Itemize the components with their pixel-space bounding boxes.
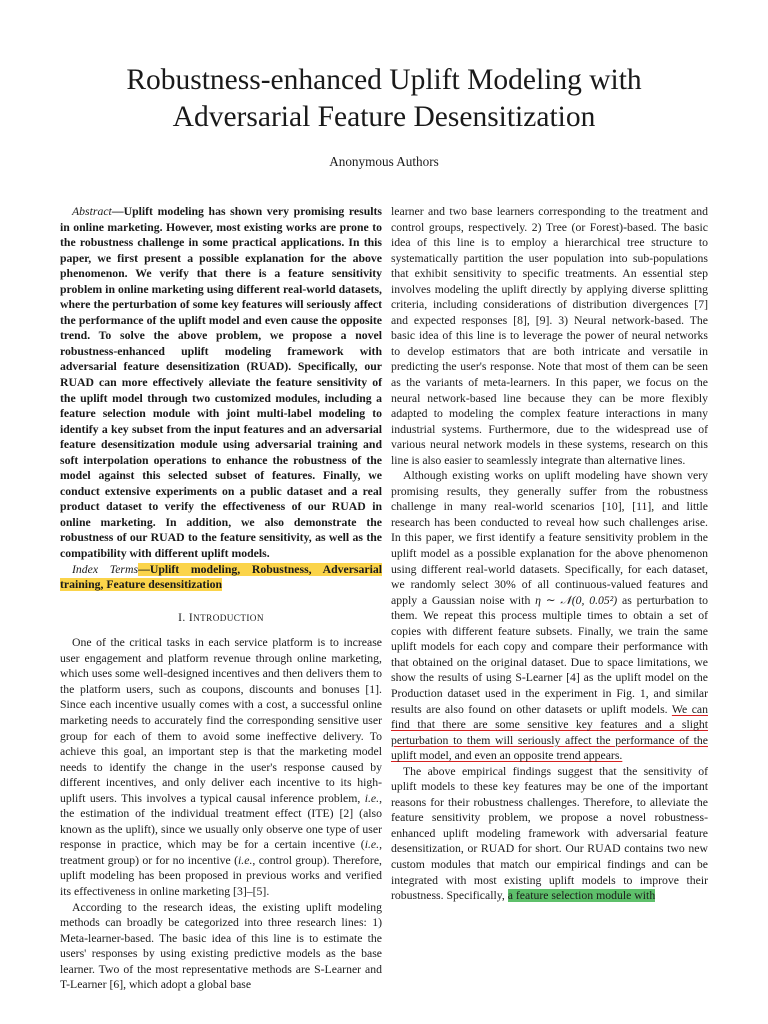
intro-paragraph-2: According to the research ideas, the existing uplift modeling methods can broadly be categorized into three research lines: 1) Meta-learner-based. The basic idea of this line is to estimate the users' responses by using existing predictive models as the base learner. Two of the most representative methods are S-Learner and T-Learner [6], which adopt a global base <box>60 900 382 992</box>
left-column <box>60 204 382 993</box>
intro-paragraph-4: Although existing works on uplift modeling have shown very promising results, they generally suffer from the robustness challenge in many real-world scenarios [10], [11], and little research has been conducted to reveal how such challenges arise. In this paper, we first identify a feature sensitivity problem in the uplift model as a possible explanation for the above phenomenon using different real-world datasets. Specifically, for each dataset, we randomly select 30% of all continuous-valued features and apply a Gaussian noise with η ∼ 𝒩(0, 0.05²) as perturbation to them. We repeat this process multiple times to obtain a set of copies with different feature subsets. Finally, we train the same uplift models for each copy and compare their performance with that obtained on the original dataset. Due to space limitations, we show the results of using S-Learner [4] as the uplift model on the Production dataset used in the experiment in Fig. 1, and similar results are also found on other datasets or uplift models. We can find that there are some sensitive key features and a slight perturbation to them will seriously affect the performance of the uplift model, and even an opposite trend appears. <box>391 469 709 763</box>
title-line-2: Adversarial Feature Desensitization <box>172 101 596 133</box>
authors: Anonymous Authors <box>329 154 439 169</box>
section-first-letter: I <box>188 611 194 624</box>
section-title-rest: NTRODUCTION <box>193 612 264 623</box>
paper-title <box>40 62 728 136</box>
index-terms-label: Index Terms <box>72 562 139 576</box>
abstract <box>60 204 382 562</box>
intro-paragraph-1: One of the critical tasks in each service platform is to increase user engagement and platform revenue through online marketing, which uses some well-designed incentives and then delivers them to the platform users, such as coupons, discounts and bonuses [1]. Since each incentive usually comes with a cost, a successful online marketing needs to accurately find the corresponding sensitive user group for each of them to avoid some ineffective delivery. To achieve this goal, an important step is that the marketing model needs to identify the change in the user's response caused by different incentives, and only deliver each incentive to its high-uplift users. This involves a typical causal inference problem, i.e., the estimation of the individual treatment effect (ITE) [2] (also known as the uplift), since we usually only observe one type of user response in practice, which may be for a certain incentive (i.e., treatment group) or for no incentive (i.e., control group). Therefore, uplift modeling has been proposed in previous works and verified its effectiveness in online marketing [3]–[5]. <box>60 636 382 898</box>
index-terms-dash: — <box>138 562 150 576</box>
right-column <box>391 204 708 904</box>
section-heading-introduction <box>60 611 382 627</box>
math-noise: η ∼ 𝒩(0, 0.05²) <box>535 593 618 607</box>
intro-paragraph-5: The above empirical findings suggest that the sensitivity of uplift models to these key features may be one of the important reasons for their robustness challenges. Therefore, to alleviate the feature sensitivity problem, we propose a novel robustness-enhanced uplift modeling framework with adversarial feature desensitization, or RUAD for short. Our RUAD contains two new custom modules that match our empirical findings and can be integrated with most existing uplift models to improve their robustness. Specifically, a feature selection module with <box>391 764 708 903</box>
index-terms <box>60 562 382 593</box>
red-underlined-finding: We can find that there are some sensitive key features and a slight perturbation to them will seriously affect the performance of the uplift model, and even an opposite trend appears. <box>391 702 708 763</box>
title-line-1: Robustness-enhanced Uplift Modeling with <box>126 64 642 96</box>
section-numeral: I. <box>178 611 189 624</box>
index-terms-highlighted: Uplift modeling, Robustness, Adversarial training, Feature desensitization <box>60 562 382 592</box>
abstract-label: Abstract <box>72 205 112 218</box>
abstract-text: —Uplift modeling has shown very promising results in online marketing. However, most existing works are prone to the robustness challenge in some practical applications. In this paper, we first present a possible explanation for the above phenomenon. We verify that there is a feature sensitivity problem in online marketing using different real-world datasets, where the perturbation of some key features will seriously affect the performance of the uplift model and even cause the opposite trend. To solve the above problem, we propose a novel robustness-enhanced uplift modeling framework with adversarial feature desensitization (RUAD). Specifically, our RUAD can more effectively alleviate the feature sensitivity of the uplift model through two customized modules, including a feature selection module with joint multi-label modeling to identify a key subset from the input features and an adversarial feature desensitization module using adversarial training and soft interpolation operations to enhance the robustness of the model against this selected subset of features. Finally, we conduct extensive experiments on a public dataset and a real product dataset to verify the effectiveness of our RUAD in online marketing. In addition, we also demonstrate the robustness of our RUAD to the feature sensitivity, as well as the compatibility with different uplift models. <box>60 205 382 561</box>
intro-paragraph-3: learner and two base learners corresponding to the treatment and control groups, respectively. 2) Tree (or Forest)-based. The basic idea of this line is to employ a hierarchical tree structure to systematically partition the user population into sub-populations that exhibit sensitivity to specific treatments. An essential step involves modeling the uplift directly by applying diverse splitting criteria, including considerations of distribution divergences [7] and expected responses [8], [9]. 3) Neural network-based. The basic idea of this line is to leverage the power of neural networks to develop estimators that are both intricate and versatile in predicting the user's response. Note that most of them can be seen as the variants of meta-learners. In this paper, we focus on the neural network-based line because they can be more flexibly adapted to modeling the complex feature interactions in many industrial systems. Furthermore, due to the widespread use of various neural network models in these systems, research on this line is also easier to seamlessly integrate than alternative lines. <box>391 205 708 467</box>
green-highlight: a feature selection module with <box>507 889 656 903</box>
